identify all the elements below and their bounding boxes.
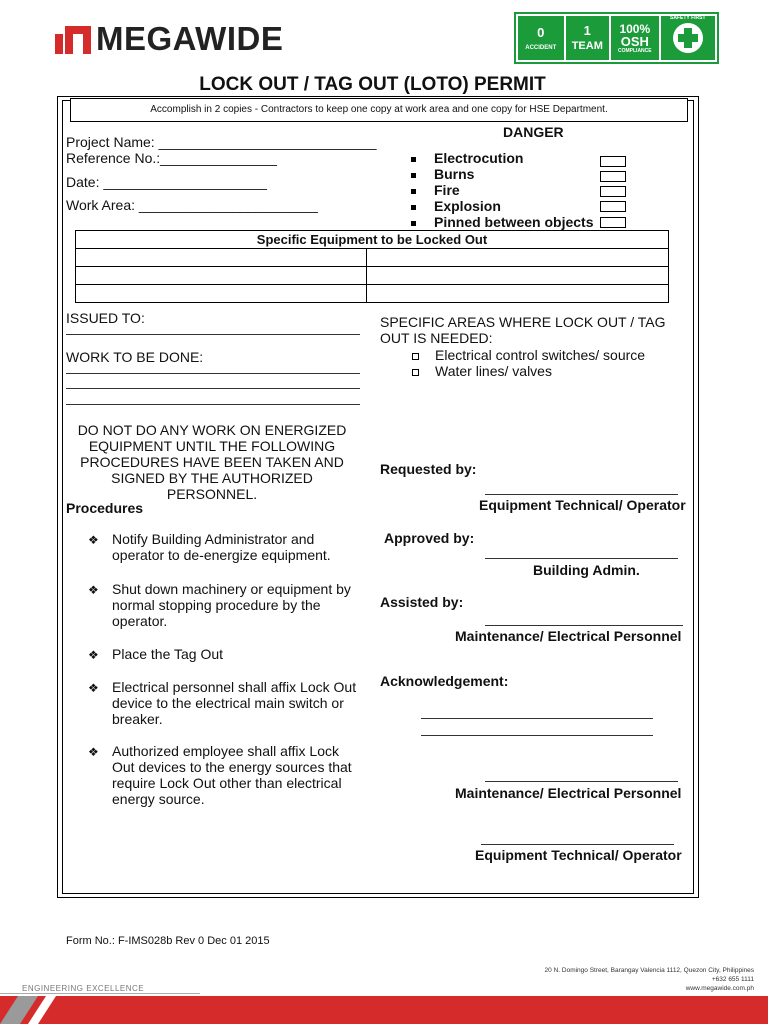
- date-field[interactable]: Date: _____________________: [66, 174, 267, 190]
- work-to-be-done-label: WORK TO BE DONE:: [66, 349, 204, 365]
- area-item-water: Water lines/ valves: [412, 363, 552, 379]
- area-item-electrical: Electrical control switches/ source: [412, 347, 645, 363]
- diamond-bullet-icon: ❖: [88, 745, 99, 759]
- assisted-role: Maintenance/ Electrical Personnel: [455, 628, 682, 644]
- ack-signature-line[interactable]: [481, 844, 674, 845]
- safety-first-text: SAFETY FIRST: [670, 15, 706, 21]
- ack-signature-line[interactable]: [485, 781, 678, 782]
- copies-note: Accomplish in 2 copies - Contractors to keep one copy at work area and one copy for HSE Department.: [70, 98, 688, 122]
- requested-role: Equipment Technical/ Operator: [479, 497, 686, 513]
- checkbox-explosion[interactable]: [600, 201, 626, 212]
- specific-areas-heading: SPECIFIC AREAS WHERE LOCK OUT / TAG OUT IS NEEDED:: [380, 314, 666, 346]
- diamond-bullet-icon: ❖: [88, 681, 99, 695]
- badge-accident: 0 ACCIDENT: [518, 16, 564, 60]
- checkbox-fire[interactable]: [600, 186, 626, 197]
- table-cell[interactable]: [76, 267, 367, 285]
- checkbox-icon: [412, 369, 419, 376]
- procedure-item: ❖ Electrical personnel shall affix Lock Out device to the electrical main switch or breaker.: [88, 679, 357, 727]
- footer-address: 20 N. Domingo Street, Barangay Valencia 1112, Quezon City, Philippines: [544, 967, 754, 974]
- page-title: LOCK OUT / TAG OUT (LOTO) PERMIT: [199, 74, 546, 95]
- equipment-table-header: Specific Equipment to be Locked Out: [76, 231, 669, 249]
- acknowledgement-label: Acknowledgement:: [380, 673, 509, 689]
- work-line[interactable]: [66, 388, 360, 389]
- diamond-bullet-icon: ❖: [88, 648, 99, 662]
- checkbox-icon: [412, 353, 419, 360]
- danger-item-pinned: Pinned between objects: [411, 214, 593, 230]
- approved-by-label: Approved by:: [384, 530, 475, 546]
- danger-item-electrocution: Electrocution: [411, 150, 523, 166]
- issued-to-label: ISSUED TO:: [66, 310, 145, 326]
- footer-divider: [0, 993, 200, 994]
- badge-osh: 100% OSH COMPLIANCE: [611, 16, 659, 60]
- issued-to-line[interactable]: [66, 334, 360, 335]
- footer-red-bar: [0, 996, 768, 1024]
- diamond-bullet-icon: ❖: [88, 583, 99, 597]
- assisted-signature-line[interactable]: [485, 625, 683, 626]
- danger-item-fire: Fire: [411, 182, 460, 198]
- table-cell[interactable]: [76, 249, 367, 267]
- table-cell[interactable]: [367, 267, 669, 285]
- danger-heading: DANGER: [503, 124, 564, 140]
- work-line[interactable]: [66, 373, 360, 374]
- danger-item-explosion: Explosion: [411, 198, 501, 214]
- checkbox-pinned[interactable]: [600, 217, 626, 228]
- table-cell[interactable]: [76, 285, 367, 303]
- project-name-field[interactable]: Project Name: ____________________________: [66, 134, 377, 150]
- safety-cross-icon: [665, 16, 711, 60]
- footer-phone: +632 655 1111: [711, 976, 754, 983]
- danger-item-burns: Burns: [411, 166, 474, 182]
- form-number: Form No.: F-IMS028b Rev 0 Dec 01 2015: [66, 935, 270, 947]
- reference-no-field[interactable]: Reference No.:_______________: [66, 150, 277, 166]
- footer-contact: [545, 966, 754, 993]
- checkbox-electrocution[interactable]: [600, 156, 626, 167]
- approved-signature-line[interactable]: [485, 558, 678, 559]
- table-cell[interactable]: [367, 249, 669, 267]
- work-line[interactable]: [66, 404, 360, 405]
- procedure-item: ❖ Authorized employee shall affix Lock Out devices to the energy sources that require Lock Out other than electrical energy source.: [88, 743, 352, 807]
- procedures-heading: Procedures: [66, 500, 144, 516]
- procedure-item: ❖ Notify Building Administrator and operator to de-energize equipment.: [88, 531, 331, 563]
- table-cell[interactable]: [367, 285, 669, 303]
- footer-website[interactable]: www.megawide.com.ph: [685, 985, 754, 992]
- badge-team: 1 TEAM: [566, 16, 610, 60]
- checkbox-burns[interactable]: [600, 171, 626, 182]
- brand-name: MEGAWIDE: [96, 20, 284, 57]
- safety-badges: [514, 12, 719, 64]
- warning-text: DO NOT DO ANY WORK ON ENERGIZED EQUIPMENT UNTIL THE FOLLOWING PROCEDURES HAVE BEEN TAKEN AND SIGNED BY THE AUTHORIZED PERSONNEL.: [77, 422, 347, 502]
- footer-tagline: ENGINEERING EXCELLENCE: [22, 984, 145, 993]
- ack-role-maintenance: Maintenance/ Electrical Personnel: [455, 785, 682, 801]
- ack-line[interactable]: [421, 718, 653, 719]
- requested-signature-line[interactable]: [485, 494, 678, 495]
- megawide-logo-icon: [55, 26, 91, 54]
- footer-stripe-icon: [0, 996, 80, 1024]
- badge-safety-first: [661, 16, 715, 60]
- procedure-item: ❖ Shut down machinery or equipment by normal stopping procedure by the operator.: [88, 581, 351, 629]
- diamond-bullet-icon: ❖: [88, 533, 99, 547]
- work-area-field[interactable]: Work Area: _______________________: [66, 197, 318, 213]
- equipment-table: [75, 230, 669, 303]
- requested-by-label: Requested by:: [380, 461, 477, 477]
- procedure-item: ❖ Place the Tag Out: [88, 646, 224, 662]
- ack-role-technical: Equipment Technical/ Operator: [475, 847, 682, 863]
- ack-line[interactable]: [421, 735, 653, 736]
- approved-role: Building Admin.: [533, 562, 640, 578]
- assisted-by-label: Assisted by:: [380, 594, 464, 610]
